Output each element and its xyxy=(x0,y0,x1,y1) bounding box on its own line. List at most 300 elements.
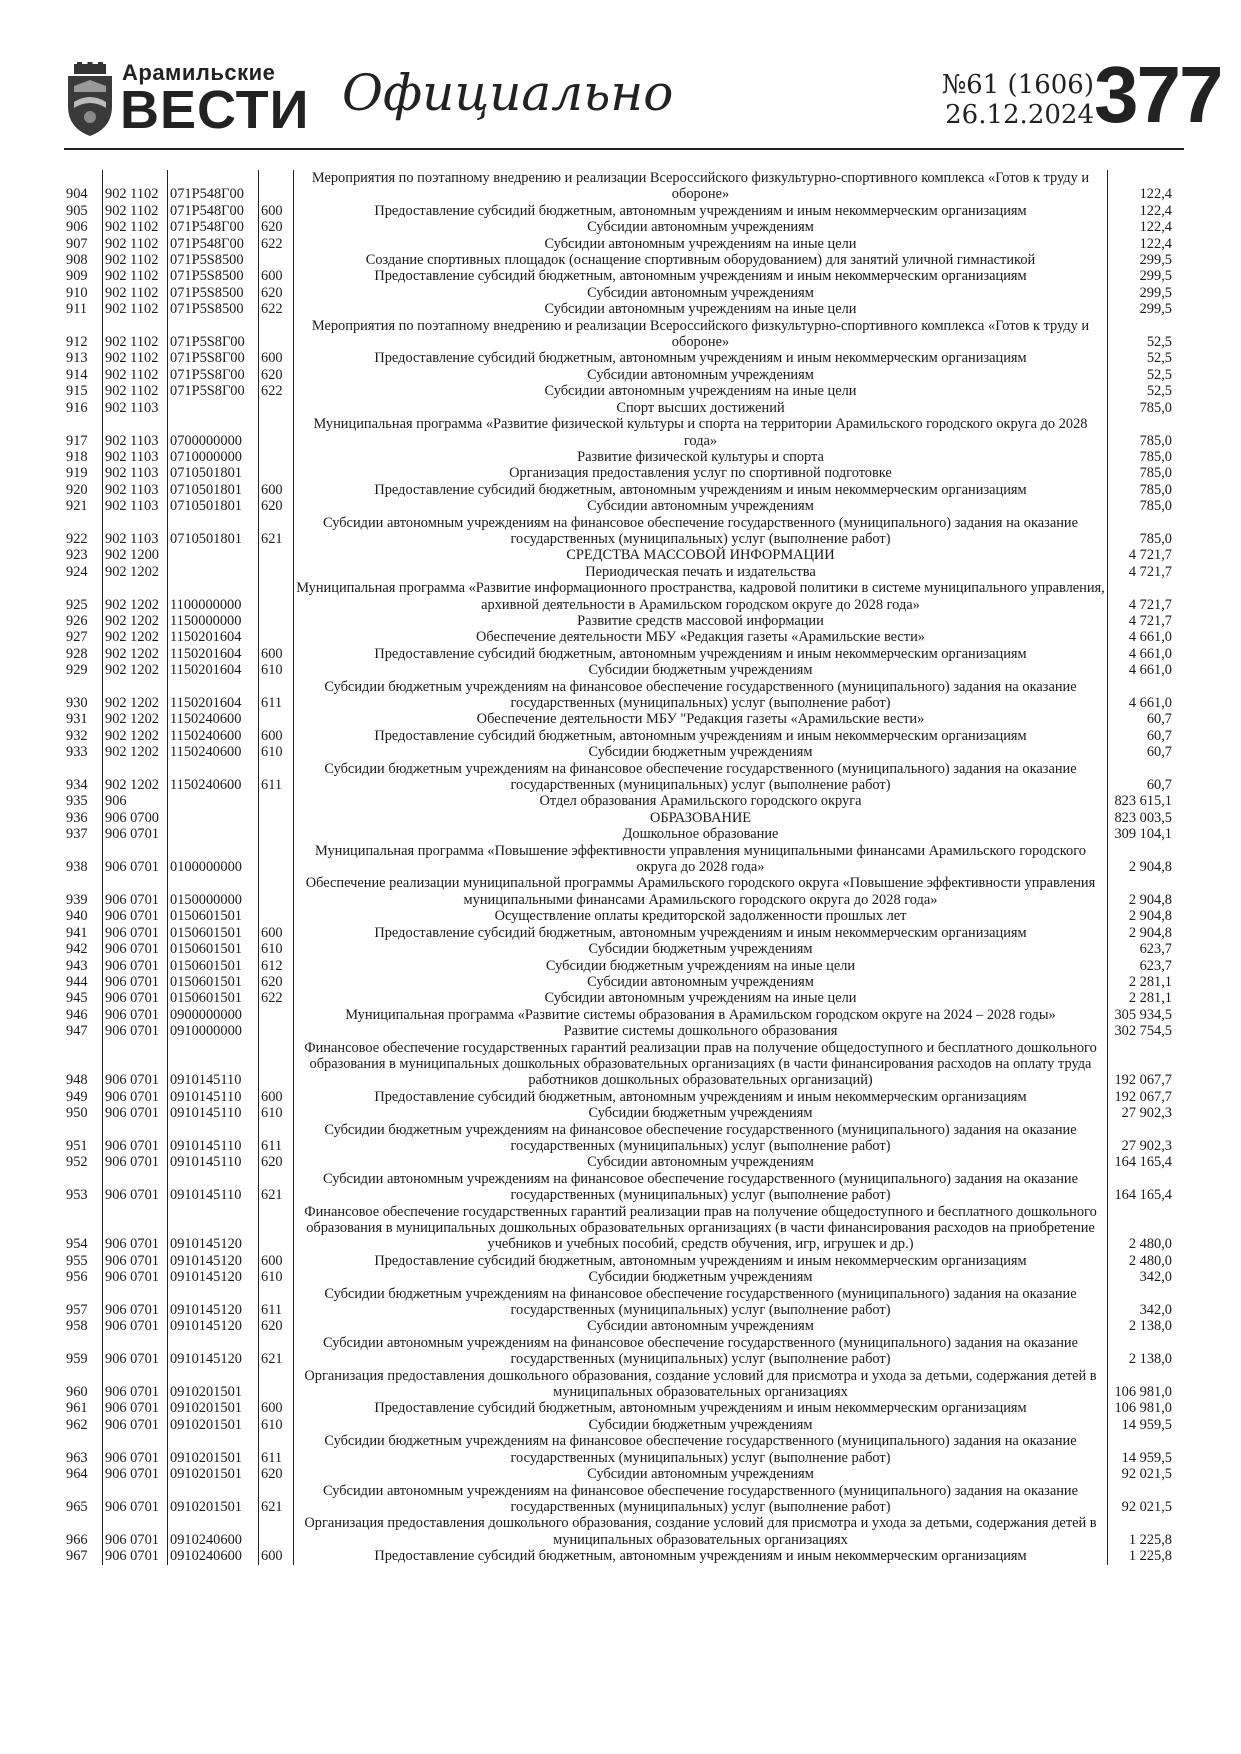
row-number: 965 xyxy=(66,1498,88,1515)
department-section-code: 902 1202 xyxy=(103,728,168,744)
row-amount: 192 067,7 xyxy=(1108,1089,1175,1105)
expense-type-code: 621 xyxy=(259,1483,294,1516)
expense-type-code: 622 xyxy=(259,383,294,399)
table-row xyxy=(64,679,1174,712)
expense-type-code: 600 xyxy=(259,482,294,498)
expense-type-code: 611 xyxy=(259,679,294,712)
row-number: 966 xyxy=(66,1531,88,1548)
table-row xyxy=(64,1089,1174,1105)
row-amount: 299,5 xyxy=(1108,301,1175,317)
table-row xyxy=(64,236,1174,252)
page-header xyxy=(64,50,1222,148)
department-section-code: 902 1103 xyxy=(103,498,168,514)
row-amount: 2 480,0 xyxy=(1108,1204,1175,1253)
row-description: Субсидии бюджетным учреждениям xyxy=(294,662,1108,678)
row-description: Субсидии автономным учреждениям на финансовое обеспечение государственного (муниципального) задания на оказание государственных (муниципальных) услуг (выполнение работ) xyxy=(294,1335,1108,1368)
target-article-code: 071P548Г00 xyxy=(168,219,259,235)
expense-type-code: 600 xyxy=(259,925,294,941)
table-row xyxy=(64,629,1174,645)
department-section-code: 902 1103 xyxy=(103,515,168,548)
table-row xyxy=(64,1023,1174,1039)
row-number: 912 xyxy=(66,334,88,351)
department-section-code: 906 0701 xyxy=(103,1417,168,1433)
row-amount: 4 721,7 xyxy=(1108,564,1175,580)
table-row xyxy=(64,793,1174,809)
expense-type-code xyxy=(259,711,294,727)
department-section-code: 906 0701 xyxy=(103,974,168,990)
target-article-code: 071P5S8Г00 xyxy=(168,367,259,383)
logo-title-top: Арамильские xyxy=(122,60,276,85)
row-amount: 164 165,4 xyxy=(1108,1154,1175,1170)
expense-type-code xyxy=(259,613,294,629)
expense-type-code xyxy=(259,170,294,203)
row-amount: 2 138,0 xyxy=(1108,1318,1175,1334)
row-number: 954 xyxy=(66,1236,88,1253)
row-number: 908 xyxy=(66,252,88,269)
expense-type-code: 600 xyxy=(259,1548,294,1564)
department-section-code: 906 0701 xyxy=(103,826,168,842)
row-description: Обеспечение деятельности МБУ «Редакция газеты «Арамильские вести» xyxy=(294,629,1108,645)
row-number: 921 xyxy=(66,498,88,515)
table-row xyxy=(64,1483,1174,1516)
table-row xyxy=(64,728,1174,744)
expense-type-code xyxy=(259,318,294,351)
expense-type-code xyxy=(259,875,294,908)
target-article-code: 0150601501 xyxy=(168,974,259,990)
department-section-code: 902 1102 xyxy=(103,285,168,301)
table-row xyxy=(64,498,1174,514)
row-description: Муниципальная программа «Развитие информационного пространства, кадровой политики в системе муниципального управления, архивной деятельности в Арамильском городском округе до 2028 года» xyxy=(294,580,1108,613)
department-section-code: 906 0701 xyxy=(103,1023,168,1039)
target-article-code: 0910145120 xyxy=(168,1269,259,1285)
row-amount: 785,0 xyxy=(1108,482,1175,498)
department-section-code: 902 1102 xyxy=(103,350,168,366)
row-number: 959 xyxy=(66,1351,88,1368)
header-divider xyxy=(64,148,1184,150)
row-amount: 785,0 xyxy=(1108,515,1175,548)
department-section-code: 902 1202 xyxy=(103,761,168,794)
row-amount: 2 138,0 xyxy=(1108,1335,1175,1368)
table-row xyxy=(64,268,1174,284)
table-row xyxy=(64,1335,1174,1368)
department-section-code: 902 1202 xyxy=(103,629,168,645)
row-description: Муниципальная программа «Развитие системы образования в Арамильском городском округе на 2024 – 2028 годы» xyxy=(294,1007,1108,1023)
target-article-code: 071P5S8500 xyxy=(168,285,259,301)
row-amount: 305 934,5 xyxy=(1108,1007,1175,1023)
department-section-code: 906 0701 xyxy=(103,875,168,908)
target-article-code xyxy=(168,400,259,416)
expense-type-code xyxy=(259,810,294,826)
expense-type-code xyxy=(259,843,294,876)
row-number: 952 xyxy=(66,1154,88,1171)
department-section-code: 906 0701 xyxy=(103,1269,168,1285)
table-row xyxy=(64,301,1174,317)
department-section-code: 906 0701 xyxy=(103,1253,168,1269)
table-row xyxy=(64,1040,1174,1089)
row-number: 917 xyxy=(66,432,88,449)
target-article-code: 0710501801 xyxy=(168,498,259,514)
row-amount: 14 959,5 xyxy=(1108,1433,1175,1466)
row-description: Предоставление субсидий бюджетным, автономным учреждениям и иным некоммерческим организациям xyxy=(294,925,1108,941)
expense-type-code: 611 xyxy=(259,761,294,794)
department-section-code: 902 1102 xyxy=(103,236,168,252)
row-amount: 785,0 xyxy=(1108,416,1175,449)
table-row xyxy=(64,547,1174,563)
row-description: Субсидии бюджетным учреждениям xyxy=(294,1417,1108,1433)
row-amount: 785,0 xyxy=(1108,449,1175,465)
target-article-code: 0910000000 xyxy=(168,1023,259,1039)
row-description: Субсидии автономным учреждениям на финансовое обеспечение государственного (муниципального) задания на оказание государственных (муниципальных) услуг (выполнение работ) xyxy=(294,1171,1108,1204)
row-amount: 623,7 xyxy=(1108,958,1175,974)
department-section-code: 902 1102 xyxy=(103,219,168,235)
row-description: Спорт высших достижений xyxy=(294,400,1108,416)
target-article-code: 071P548Г00 xyxy=(168,203,259,219)
row-number: 924 xyxy=(66,563,88,580)
row-description: Субсидии бюджетным учреждениям xyxy=(294,1269,1108,1285)
row-number: 916 xyxy=(66,399,88,416)
row-number: 941 xyxy=(66,924,88,941)
department-section-code: 906 0701 xyxy=(103,1335,168,1368)
target-article-code: 1150240600 xyxy=(168,728,259,744)
expense-type-code xyxy=(259,1023,294,1039)
table-row xyxy=(64,1204,1174,1253)
table-row xyxy=(64,1318,1174,1334)
table-row xyxy=(64,711,1174,727)
target-article-code: 0710501801 xyxy=(168,515,259,548)
row-number: 946 xyxy=(66,1006,88,1023)
department-section-code: 902 1202 xyxy=(103,613,168,629)
department-section-code: 906 0701 xyxy=(103,908,168,924)
issue-info xyxy=(874,70,1094,130)
row-amount: 823 003,5 xyxy=(1108,810,1175,826)
row-description: Предоставление субсидий бюджетным, автономным учреждениям и иным некоммерческим организациям xyxy=(294,1400,1108,1416)
row-number: 935 xyxy=(66,793,88,810)
department-section-code: 902 1202 xyxy=(103,744,168,760)
row-amount: 52,5 xyxy=(1108,350,1175,366)
row-number: 949 xyxy=(66,1088,88,1105)
row-amount: 2 281,1 xyxy=(1108,990,1175,1006)
row-description: Финансовое обеспечение государственных гарантий реализации прав на получение общедоступного и бесплатного дошкольного образования в муниципальных дошкольных образовательных организациях (в части финансирования расходов на оплату труда работников дошкольных образовательных организаций) xyxy=(294,1040,1108,1089)
expense-type-code xyxy=(259,908,294,924)
row-amount: 2 904,8 xyxy=(1108,875,1175,908)
table-row xyxy=(64,990,1174,1006)
row-description: Дошкольное образование xyxy=(294,826,1108,842)
row-description: Мероприятия по поэтапному внедрению и реализации Всероссийского физкультурно-спортивного комплекса «Готов к труду и обороне» xyxy=(294,170,1108,203)
target-article-code: 0910145110 xyxy=(168,1122,259,1155)
expense-type-code: 621 xyxy=(259,1335,294,1368)
row-number: 945 xyxy=(66,990,88,1007)
expense-type-code: 610 xyxy=(259,1269,294,1285)
expense-type-code: 610 xyxy=(259,1417,294,1433)
expense-type-code xyxy=(259,252,294,268)
row-amount: 4 721,7 xyxy=(1108,547,1175,563)
table-row xyxy=(64,580,1174,613)
row-amount: 4 661,0 xyxy=(1108,662,1175,678)
department-section-code: 906 0701 xyxy=(103,1466,168,1482)
row-number: 906 xyxy=(66,219,88,236)
department-section-code: 902 1103 xyxy=(103,416,168,449)
row-description: Предоставление субсидий бюджетным, автономным учреждениям и иным некоммерческим организациям xyxy=(294,350,1108,366)
row-number: 913 xyxy=(66,350,88,367)
table-row xyxy=(64,1433,1174,1466)
row-description: Субсидии автономным учреждениям на иные цели xyxy=(294,383,1108,399)
row-description: Предоставление субсидий бюджетным, автономным учреждениям и иным некоммерческим организациям xyxy=(294,728,1108,744)
table-row xyxy=(64,416,1174,449)
row-amount: 2 480,0 xyxy=(1108,1253,1175,1269)
row-number: 929 xyxy=(66,662,88,679)
row-number: 955 xyxy=(66,1252,88,1269)
department-section-code: 902 1202 xyxy=(103,564,168,580)
target-article-code: 0150601501 xyxy=(168,941,259,957)
table-row xyxy=(64,449,1174,465)
row-amount: 122,4 xyxy=(1108,170,1175,203)
row-number: 923 xyxy=(66,547,88,564)
target-article-code: 0910145120 xyxy=(168,1318,259,1334)
table-row xyxy=(64,252,1174,268)
table-row xyxy=(64,941,1174,957)
department-section-code: 902 1103 xyxy=(103,482,168,498)
row-number: 942 xyxy=(66,941,88,958)
expense-type-code: 620 xyxy=(259,367,294,383)
table-row xyxy=(64,908,1174,924)
row-description: Субсидии автономным учреждениям xyxy=(294,219,1108,235)
department-section-code: 906 0701 xyxy=(103,1089,168,1105)
table-row xyxy=(64,1105,1174,1121)
row-description: Субсидии автономным учреждениям на иные цели xyxy=(294,236,1108,252)
department-section-code: 902 1202 xyxy=(103,662,168,678)
expense-type-code xyxy=(259,564,294,580)
row-amount: 60,7 xyxy=(1108,744,1175,760)
row-description: Обеспечение деятельности МБУ "Редакция газеты «Арамильские вести» xyxy=(294,711,1108,727)
row-amount: 106 981,0 xyxy=(1108,1368,1175,1401)
target-article-code: 0910240600 xyxy=(168,1515,259,1548)
row-description: Субсидии автономным учреждениям на иные цели xyxy=(294,301,1108,317)
row-description: Предоставление субсидий бюджетным, автономным учреждениям и иным некоммерческим организациям xyxy=(294,1548,1108,1564)
department-section-code: 906 0701 xyxy=(103,1548,168,1564)
expense-type-code xyxy=(259,1007,294,1023)
row-number: 944 xyxy=(66,973,88,990)
issue-number: №61 (1606) xyxy=(941,70,1094,100)
row-amount: 342,0 xyxy=(1108,1286,1175,1319)
coat-of-arms-icon xyxy=(64,62,116,138)
row-description: Субсидии автономным учреждениям xyxy=(294,1154,1108,1170)
table-row xyxy=(64,1466,1174,1482)
row-description: Субсидии бюджетным учреждениям на финансовое обеспечение государственного (муниципального) задания на оказание государственных (муниципальных) услуг (выполнение работ) xyxy=(294,1286,1108,1319)
row-description: Субсидии автономным учреждениям xyxy=(294,498,1108,514)
department-section-code: 902 1102 xyxy=(103,170,168,203)
expense-type-code: 620 xyxy=(259,974,294,990)
row-description: Муниципальная программа «Повышение эффективности управления муниципальными финансами Арамильского городского округа до 2028 года» xyxy=(294,843,1108,876)
target-article-code xyxy=(168,826,259,842)
expense-type-code xyxy=(259,465,294,481)
expense-type-code: 620 xyxy=(259,498,294,514)
expense-type-code xyxy=(259,400,294,416)
department-section-code: 902 1202 xyxy=(103,711,168,727)
expense-type-code: 600 xyxy=(259,268,294,284)
row-number: 911 xyxy=(66,301,88,318)
expense-type-code xyxy=(259,580,294,613)
row-description: Предоставление субсидий бюджетным, автономным учреждениям и иным некоммерческим организациям xyxy=(294,646,1108,662)
target-article-code: 0910145120 xyxy=(168,1253,259,1269)
row-number: 928 xyxy=(66,645,88,662)
row-amount: 2 904,8 xyxy=(1108,908,1175,924)
department-section-code: 902 1202 xyxy=(103,580,168,613)
row-description: Мероприятия по поэтапному внедрению и реализации Всероссийского физкультурно-спортивного комплекса «Готов к труду и обороне» xyxy=(294,318,1108,351)
expense-type-code: 621 xyxy=(259,1171,294,1204)
row-amount: 4 721,7 xyxy=(1108,580,1175,613)
row-amount: 299,5 xyxy=(1108,268,1175,284)
table-row xyxy=(64,662,1174,678)
expense-type-code: 611 xyxy=(259,1286,294,1319)
row-number: 958 xyxy=(66,1318,88,1335)
row-number: 926 xyxy=(66,612,88,629)
row-description: Субсидии бюджетным учреждениям на финансовое обеспечение государственного (муниципального) задания на оказание государственных (муниципальных) услуг (выполнение работ) xyxy=(294,1122,1108,1155)
row-number: 915 xyxy=(66,383,88,400)
department-section-code: 906 0701 xyxy=(103,941,168,957)
table-row xyxy=(64,1171,1174,1204)
newspaper-logo xyxy=(64,60,309,140)
row-number: 932 xyxy=(66,727,88,744)
table-row xyxy=(64,1417,1174,1433)
table-row xyxy=(64,1269,1174,1285)
target-article-code: 0910145110 xyxy=(168,1040,259,1089)
expense-type-code xyxy=(259,449,294,465)
target-article-code: 0910145110 xyxy=(168,1089,259,1105)
target-article-code: 0910201501 xyxy=(168,1466,259,1482)
target-article-code xyxy=(168,810,259,826)
department-section-code: 906 0701 xyxy=(103,1368,168,1401)
expense-type-code: 600 xyxy=(259,1253,294,1269)
row-amount: 4 661,0 xyxy=(1108,629,1175,645)
row-description: Субсидии автономным учреждениям xyxy=(294,367,1108,383)
logo-title-main: ВЕСТИ xyxy=(120,80,310,140)
table-row xyxy=(64,350,1174,366)
target-article-code: 0910145120 xyxy=(168,1204,259,1253)
target-article-code: 1150000000 xyxy=(168,613,259,629)
row-description: Создание спортивных площадок (оснащение спортивным оборудованием) для занятий уличной гимнастикой xyxy=(294,252,1108,268)
row-number: 963 xyxy=(66,1449,88,1466)
target-article-code: 1150240600 xyxy=(168,711,259,727)
row-number: 933 xyxy=(66,744,88,761)
department-section-code: 906 xyxy=(103,793,168,809)
row-description: СРЕДСТВА МАССОВОЙ ИНФОРМАЦИИ xyxy=(294,547,1108,563)
row-description: Предоставление субсидий бюджетным, автономным учреждениям и иным некоммерческим организациям xyxy=(294,482,1108,498)
row-number: 939 xyxy=(66,891,88,908)
row-number: 907 xyxy=(66,235,88,252)
department-section-code: 902 1102 xyxy=(103,367,168,383)
row-amount: 52,5 xyxy=(1108,383,1175,399)
table-row xyxy=(64,515,1174,548)
expense-type-code xyxy=(259,416,294,449)
department-section-code: 906 0701 xyxy=(103,990,168,1006)
department-section-code: 902 1200 xyxy=(103,547,168,563)
target-article-code: 071P5S8Г00 xyxy=(168,350,259,366)
row-number: 910 xyxy=(66,284,88,301)
expense-type-code xyxy=(259,1040,294,1089)
expense-type-code: 622 xyxy=(259,990,294,1006)
row-description: Субсидии бюджетным учреждениям на финансовое обеспечение государственного (муниципального) задания на оказание государственных (муниципальных) услуг (выполнение работ) xyxy=(294,761,1108,794)
row-description: ОБРАЗОВАНИЕ xyxy=(294,810,1108,826)
department-section-code: 902 1102 xyxy=(103,252,168,268)
row-amount: 52,5 xyxy=(1108,367,1175,383)
target-article-code: 0900000000 xyxy=(168,1007,259,1023)
row-number: 904 xyxy=(66,186,88,203)
table-row xyxy=(64,1548,1174,1564)
department-section-code: 902 1103 xyxy=(103,465,168,481)
table-row xyxy=(64,1007,1174,1023)
table-row xyxy=(64,1154,1174,1170)
department-section-code: 902 1102 xyxy=(103,203,168,219)
department-section-code: 906 0701 xyxy=(103,1007,168,1023)
target-article-code: 1150240600 xyxy=(168,761,259,794)
row-number: 943 xyxy=(66,957,88,974)
row-number: 934 xyxy=(66,777,88,794)
row-description: Периодическая печать и издательства xyxy=(294,564,1108,580)
row-number: 947 xyxy=(66,1023,88,1040)
row-number: 914 xyxy=(66,366,88,383)
expense-type-code xyxy=(259,1368,294,1401)
row-number: 927 xyxy=(66,629,88,646)
target-article-code: 0910201501 xyxy=(168,1433,259,1466)
expense-type-code: 610 xyxy=(259,1105,294,1121)
row-number: 918 xyxy=(66,448,88,465)
row-amount: 785,0 xyxy=(1108,498,1175,514)
row-number: 920 xyxy=(66,481,88,498)
row-amount: 92 021,5 xyxy=(1108,1466,1175,1482)
target-article-code: 0910145120 xyxy=(168,1335,259,1368)
expense-type-code: 600 xyxy=(259,203,294,219)
target-article-code: 1150201604 xyxy=(168,629,259,645)
expense-type-code xyxy=(259,826,294,842)
department-section-code: 906 0701 xyxy=(103,925,168,941)
row-number: 937 xyxy=(66,826,88,843)
target-article-code: 0910145110 xyxy=(168,1154,259,1170)
row-amount: 122,4 xyxy=(1108,236,1175,252)
department-section-code: 906 0701 xyxy=(103,1515,168,1548)
row-amount: 60,7 xyxy=(1108,728,1175,744)
department-section-code: 906 0701 xyxy=(103,1204,168,1253)
row-amount: 4 661,0 xyxy=(1108,646,1175,662)
row-number: 956 xyxy=(66,1269,88,1286)
row-amount: 52,5 xyxy=(1108,318,1175,351)
target-article-code: 1150240600 xyxy=(168,744,259,760)
table-row xyxy=(64,482,1174,498)
target-article-code: 071P5S8Г00 xyxy=(168,383,259,399)
row-amount: 1 225,8 xyxy=(1108,1548,1175,1564)
expense-type-code: 620 xyxy=(259,285,294,301)
row-amount: 309 104,1 xyxy=(1108,826,1175,842)
expense-type-code xyxy=(259,1515,294,1548)
row-number: 951 xyxy=(66,1137,88,1154)
row-number: 967 xyxy=(66,1548,88,1565)
row-description: Субсидии бюджетным учреждениям на финансовое обеспечение государственного (муниципального) задания на оказание государственных (муниципальных) услуг (выполнение работ) xyxy=(294,679,1108,712)
target-article-code: 0710501801 xyxy=(168,482,259,498)
table-row xyxy=(64,367,1174,383)
row-number: 905 xyxy=(66,202,88,219)
page-number: 377 xyxy=(1094,50,1222,139)
row-amount: 623,7 xyxy=(1108,941,1175,957)
row-description: Предоставление субсидий бюджетным, автономным учреждениям и иным некоммерческим организациям xyxy=(294,1253,1108,1269)
department-section-code: 902 1102 xyxy=(103,268,168,284)
target-article-code: 0910145110 xyxy=(168,1105,259,1121)
table-row xyxy=(64,925,1174,941)
row-description: Субсидии автономным учреждениям xyxy=(294,1318,1108,1334)
expense-type-code: 622 xyxy=(259,301,294,317)
department-section-code: 906 0701 xyxy=(103,1154,168,1170)
row-amount: 785,0 xyxy=(1108,400,1175,416)
expense-type-code: 611 xyxy=(259,1122,294,1155)
target-article-code: 0710501801 xyxy=(168,465,259,481)
